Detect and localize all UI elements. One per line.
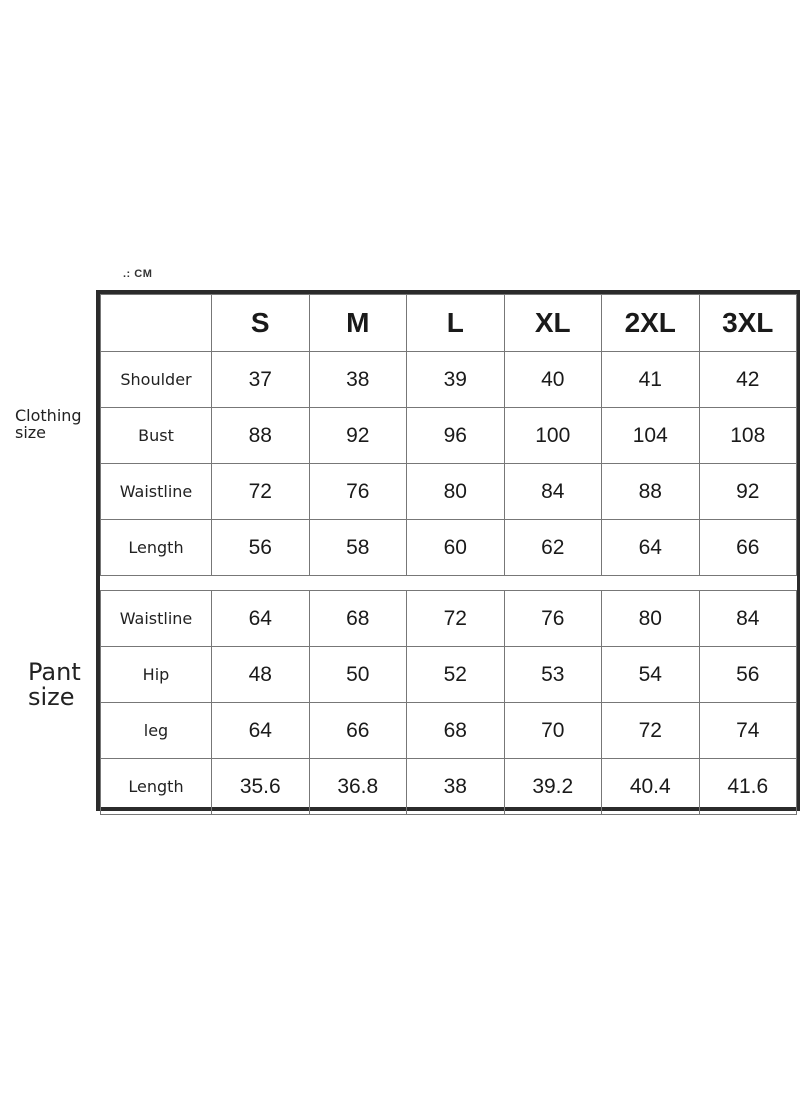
measurement-value-cell: 64 — [212, 703, 310, 759]
measurement-value-cell: 56 — [699, 647, 797, 703]
measurement-label: Waistline — [101, 591, 212, 647]
measurement-value-cell: 70 — [504, 703, 602, 759]
clothing-size-label: Clothing size — [15, 406, 82, 442]
clothing-measurement-row — [101, 408, 797, 464]
measurement-label: Shoulder — [101, 352, 212, 408]
pant-measurement-row — [101, 703, 797, 759]
measurement-value-cell: 80 — [602, 591, 700, 647]
header-corner-cell — [101, 295, 212, 352]
measurement-value-cell: 42 — [699, 352, 797, 408]
measurement-value-cell: 80 — [407, 464, 505, 520]
measurement-value-cell: 72 — [602, 703, 700, 759]
measurement-value-cell: 100 — [504, 408, 602, 464]
measurement-value-cell: 74 — [699, 703, 797, 759]
unit-label: .: CM — [123, 268, 153, 280]
measurement-value-cell: 72 — [212, 464, 310, 520]
measurement-value-cell: 84 — [504, 464, 602, 520]
measurement-label: Hip — [101, 647, 212, 703]
measurement-value-cell: 40 — [504, 352, 602, 408]
clothing-measurement-row — [101, 464, 797, 520]
measurement-value-cell: 37 — [212, 352, 310, 408]
measurement-value-cell: 76 — [309, 464, 407, 520]
pant-measurement-row — [101, 591, 797, 647]
measurement-value-cell: 40.4 — [602, 759, 700, 815]
measurement-value-cell: 38 — [407, 759, 505, 815]
measurement-value-cell: 108 — [699, 408, 797, 464]
measurement-value-cell: 76 — [504, 591, 602, 647]
measurement-value-cell: 54 — [602, 647, 700, 703]
size-header-cell: S — [212, 295, 310, 352]
measurement-value-cell: 66 — [309, 703, 407, 759]
measurement-label: Length — [101, 759, 212, 815]
size-header-row — [101, 295, 797, 352]
measurement-value-cell: 41 — [602, 352, 700, 408]
measurement-value-cell: 88 — [212, 408, 310, 464]
measurement-value-cell: 56 — [212, 520, 310, 576]
clothing-measurement-row — [101, 520, 797, 576]
section-separator — [101, 576, 797, 591]
section-separator-row — [101, 576, 797, 591]
measurement-value-cell: 64 — [212, 591, 310, 647]
measurement-label: Length — [101, 520, 212, 576]
measurement-value-cell: 35.6 — [212, 759, 310, 815]
measurement-value-cell: 62 — [504, 520, 602, 576]
measurement-value-cell: 64 — [602, 520, 700, 576]
measurement-value-cell: 84 — [699, 591, 797, 647]
size-header-cell: 3XL — [699, 295, 797, 352]
pant-measurement-row — [101, 647, 797, 703]
pant-size-label: Pant size — [28, 658, 81, 712]
measurement-value-cell: 88 — [602, 464, 700, 520]
measurement-value-cell: 50 — [309, 647, 407, 703]
measurement-label: leg — [101, 703, 212, 759]
measurement-value-cell: 92 — [699, 464, 797, 520]
measurement-value-cell: 104 — [602, 408, 700, 464]
measurement-value-cell: 38 — [309, 352, 407, 408]
size-header-cell: XL — [504, 295, 602, 352]
measurement-label: Waistline — [101, 464, 212, 520]
measurement-value-cell: 66 — [699, 520, 797, 576]
size-header-cell: 2XL — [602, 295, 700, 352]
measurement-value-cell: 52 — [407, 647, 505, 703]
measurement-value-cell: 96 — [407, 408, 505, 464]
measurement-value-cell: 39 — [407, 352, 505, 408]
size-chart-table — [96, 290, 800, 811]
pant-measurement-row — [101, 759, 797, 815]
measurement-value-cell: 60 — [407, 520, 505, 576]
measurement-value-cell: 72 — [407, 591, 505, 647]
measurement-label: Bust — [101, 408, 212, 464]
measurement-value-cell: 36.8 — [309, 759, 407, 815]
measurement-value-cell: 68 — [407, 703, 505, 759]
size-header-cell: M — [309, 295, 407, 352]
measurement-value-cell: 58 — [309, 520, 407, 576]
measurement-value-cell: 39.2 — [504, 759, 602, 815]
measurement-value-cell: 68 — [309, 591, 407, 647]
clothing-measurement-row — [101, 352, 797, 408]
measurement-value-cell: 48 — [212, 647, 310, 703]
measurement-value-cell: 41.6 — [699, 759, 797, 815]
measurement-value-cell: 53 — [504, 647, 602, 703]
size-header-cell: L — [407, 295, 505, 352]
measurement-value-cell: 92 — [309, 408, 407, 464]
